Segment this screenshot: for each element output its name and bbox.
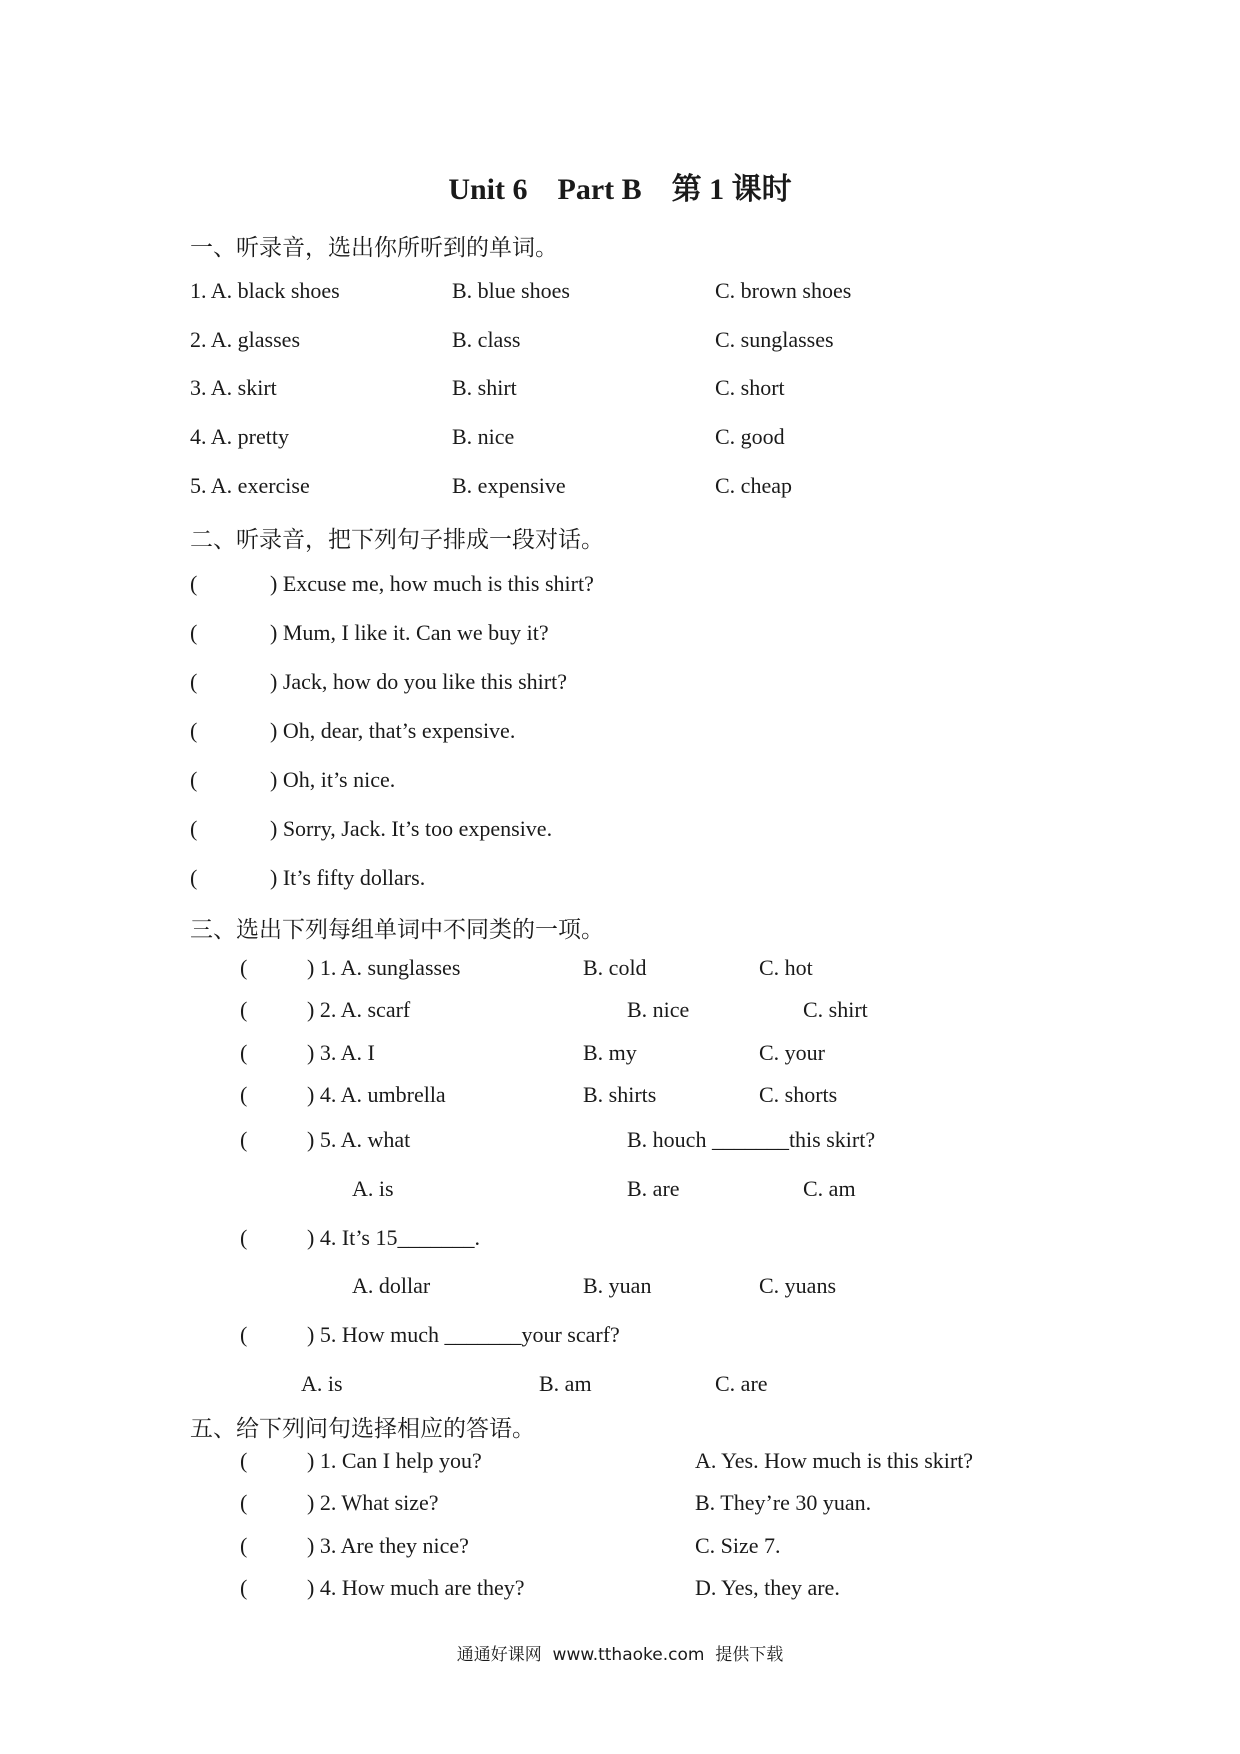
s3-q3-c: C. your — [759, 1040, 825, 1065]
s2-line-1: ) Excuse me, how much is this shirt? — [270, 571, 594, 596]
s3-paren-3: ( — [240, 1040, 248, 1065]
s2-line-3: ) Jack, how do you like this shirt? — [270, 669, 567, 694]
s3-q4-b: B. shirts — [583, 1082, 657, 1107]
s2-paren-6: ( — [190, 816, 198, 841]
s2-paren-4: ( — [190, 718, 198, 743]
s3-opts3-b: B. am — [539, 1371, 592, 1396]
s3-paren-4: ( — [240, 1082, 248, 1107]
section3-heading: 三、选出下列每组单词中不同类的一项。 — [190, 917, 604, 943]
s3-q3-b: B. my — [583, 1040, 637, 1065]
s3-paren-5: ( — [240, 1127, 248, 1152]
s5-ans4: D. Yes, they are. — [695, 1575, 840, 1600]
s3-q2-b: B. nice — [627, 997, 690, 1022]
s2-paren-1: ( — [190, 571, 198, 596]
s1-q5-b: B. expensive — [452, 473, 566, 498]
s1-q2-b: B. class — [452, 327, 521, 352]
s5-q2: ) 2. What size? — [307, 1490, 439, 1515]
s1-q5-a: 5. A. exercise — [190, 473, 310, 498]
s1-q5-c: C. cheap — [715, 473, 792, 498]
s3-opts2-b: B. yuan — [583, 1273, 652, 1298]
s2-line-5: ) Oh, it’s nice. — [270, 767, 396, 792]
s3-opts1-a: A. is — [352, 1176, 394, 1201]
s3-q5-b: B. houch _______this skirt? — [627, 1127, 876, 1152]
s5-q4: ) 4. How much are they? — [307, 1575, 525, 1600]
s3-opts2-c: C. yuans — [759, 1273, 836, 1298]
s1-q4-b: B. nice — [452, 424, 515, 449]
s1-q1-b: B. blue shoes — [452, 278, 570, 303]
s3-opts1-c: C. am — [803, 1176, 856, 1201]
s3-opts3-c: C. are — [715, 1371, 768, 1396]
s1-q3-c: C. short — [715, 375, 785, 400]
s2-line-6: ) Sorry, Jack. It’s too expensive. — [270, 816, 553, 841]
s3-paren-1: ( — [240, 955, 248, 980]
s3-q4-c: C. shorts — [759, 1082, 838, 1107]
s2-line-2: ) Mum, I like it. Can we buy it? — [270, 620, 549, 645]
s1-q3-a: 3. A. skirt — [190, 375, 277, 400]
s3-q1-a: ) 1. A. sunglasses — [307, 955, 461, 980]
s2-paren-7: ( — [190, 865, 198, 890]
s2-paren-3: ( — [190, 669, 198, 694]
s1-q1-c: C. brown shoes — [715, 278, 852, 303]
section1-heading: 一、听录音，选出你所听到的单词。 — [190, 235, 558, 261]
s1-q3-b: B. shirt — [452, 375, 517, 400]
s5-ans1: A. Yes. How much is this skirt? — [695, 1448, 974, 1473]
page-title: Unit 6 Part B 第 1 课时 — [448, 173, 792, 206]
s1-q2-c: C. sunglasses — [715, 327, 834, 352]
s5-paren-1: ( — [240, 1448, 248, 1473]
footer-credit: 通通好课网 www.tthaoke.com 提供下载 — [456, 1645, 784, 1665]
s2-line-7: ) It’s fifty dollars. — [270, 865, 426, 890]
s3-q5b-paren: ( — [240, 1322, 248, 1347]
s3-q1-c: C. hot — [759, 955, 813, 980]
s3-paren-2: ( — [240, 997, 248, 1022]
s3-q5b-text: ) 5. How much _______your scarf? — [307, 1322, 620, 1347]
s3-q3-a: ) 3. A. I — [307, 1040, 375, 1065]
section2-heading: 二、听录音，把下列句子排成一段对话。 — [190, 527, 604, 553]
s2-paren-5: ( — [190, 767, 198, 792]
s5-ans3: C. Size 7. — [695, 1533, 781, 1558]
s2-paren-2: ( — [190, 620, 198, 645]
s5-paren-3: ( — [240, 1533, 248, 1558]
s5-ans2: B. They’re 30 yuan. — [695, 1490, 872, 1515]
s3-q2-a: ) 2. A. scarf — [307, 997, 411, 1022]
s3-q4b-text: ) 4. It’s 15_______. — [307, 1225, 480, 1250]
s1-q4-c: C. good — [715, 424, 785, 449]
s3-q5-a: ) 5. A. what — [307, 1127, 411, 1152]
s5-q1: ) 1. Can I help you? — [307, 1448, 482, 1473]
s3-opts2-a: A. dollar — [352, 1273, 431, 1298]
s3-q4b-paren: ( — [240, 1225, 248, 1250]
s1-q2-a: 2. A. glasses — [190, 327, 300, 352]
s3-q1-b: B. cold — [583, 955, 647, 980]
s3-opts1-b: B. are — [627, 1176, 680, 1201]
s5-q3: ) 3. Are they nice? — [307, 1533, 469, 1558]
s5-paren-4: ( — [240, 1575, 248, 1600]
s1-q4-a: 4. A. pretty — [190, 424, 289, 449]
s5-paren-2: ( — [240, 1490, 248, 1515]
section5-heading: 五、给下列问句选择相应的答语。 — [190, 1416, 535, 1442]
s2-line-4: ) Oh, dear, that’s expensive. — [270, 718, 516, 743]
s1-q1-a: 1. A. black shoes — [190, 278, 340, 303]
s3-q2-c: C. shirt — [803, 997, 868, 1022]
s3-opts3-a: A. is — [301, 1371, 343, 1396]
s3-q4-a: ) 4. A. umbrella — [307, 1082, 446, 1107]
